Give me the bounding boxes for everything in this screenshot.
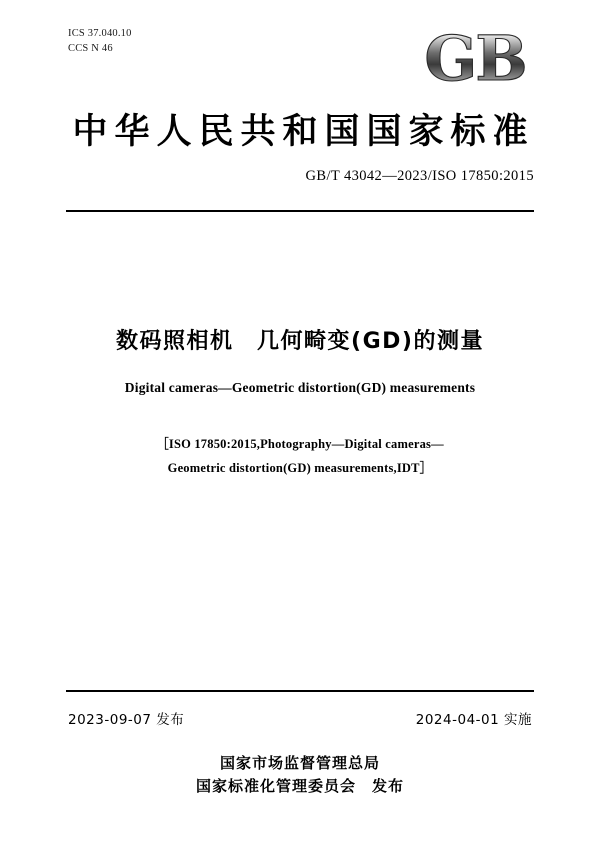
document-title-cn: 数码照相机 几何畸变(GD)的测量 [116,329,484,354]
standard-number: GB/T 43042—2023/ISO 17850:2015 [305,168,534,184]
iso-equivalence-note [0,432,600,480]
publish-verb: 发布 [372,777,405,795]
classification-codes [68,26,132,56]
ccs-code: CCS N 46 [68,43,113,54]
document-title-en: Digital cameras—Geometric distortion(GD) measurements [124,380,476,395]
gb-emblem-icon [416,26,534,88]
svg-text:GB: GB [424,26,526,88]
page-title: 中华人民共和国国家标准 [72,112,535,152]
publisher-line-2: 国家标准化管理委员会 [195,777,356,795]
publisher-block [0,752,600,798]
iso-equivalence-line-1: ［ISO 17850:2015,Photography—Digital cameras— [156,437,444,451]
publisher-line-1: 国家市场监督管理总局 [219,754,380,772]
effective-date: 2024-04-01 实施 [415,712,532,728]
divider-top [66,210,534,212]
issue-date: 2023-09-07 发布 [68,712,185,728]
ics-code: ICS 37.040.10 [68,28,132,39]
divider-bottom [66,690,534,692]
iso-equivalence-line-2: Geometric distortion(GD) measurements,IDT］ [167,461,433,475]
